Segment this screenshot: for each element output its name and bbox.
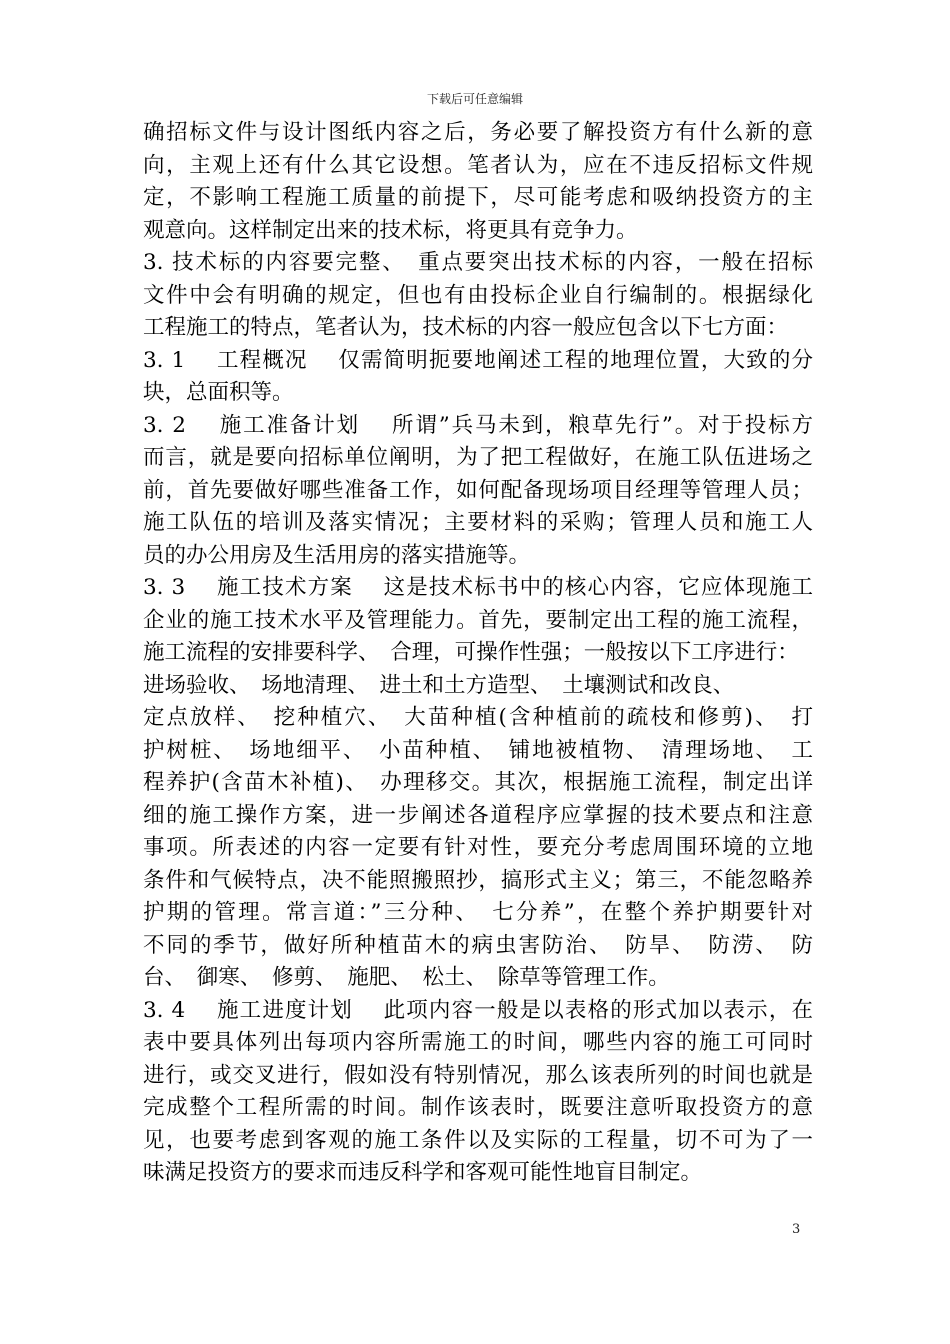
text-line: 进场验收、 场地清理、 进土和土方造型、 土壤测试和改良、	[143, 672, 735, 698]
text-line: 3. 2 施工准备计划 所谓”兵马未到，粮草先行”。对于投标方	[143, 412, 813, 438]
text-line: 台、 御寒、 修剪、 施肥、 松土、 除草等管理工作。	[143, 965, 670, 990]
text-line: 细的施工操作方案，进一步阐述各道程序应掌握的技术要点和注意	[143, 802, 813, 828]
text-line: 定点放样、 挖种植穴、 大苗种植(含种植前的疏枝和修剪)、 打	[143, 705, 813, 730]
text-line: 3. 4 施工进度计划 此项内容一般是以表格的形式加以表示，在	[143, 997, 813, 1023]
text-line: 观意向。这样制定出来的技术标，将更具有竞争力。	[143, 217, 638, 243]
text-line: 施工队伍的培训及落实情况；主要材料的采购；管理人员和施工人	[143, 510, 813, 535]
text-line: 企业的施工技术水平及管理能力。首先，要制定出工程的施工流程，	[143, 607, 813, 633]
text-line: 程养护(含苗木补植)、 办理移交。其次，根据施工流程，制定出详	[143, 770, 813, 795]
text-line: 完成整个工程所需的时间。制作该表时，既要注意听取投资方的意	[143, 1095, 813, 1120]
text-line: 块，总面积等。	[143, 380, 294, 405]
text-line: 护树桩、 场地细平、 小苗种植、 铺地被植物、 清理场地、 工	[143, 737, 813, 763]
document-body	[143, 117, 813, 1190]
text-line: 不同的季节，做好所种植苗木的病虫害防治、 防旱、 防涝、 防	[143, 932, 813, 958]
text-line: 进行，或交叉进行，假如没有特别情况，那么该表所列的时间也就是	[143, 1062, 813, 1088]
text-line: 施工流程的安排要科学、 合理，可操作性强；一般按以下工序进行：	[143, 640, 799, 665]
page-number: 3	[792, 1222, 801, 1237]
text-line: 而言，就是要向招标单位阐明，为了把工程做好，在施工队伍进场之	[143, 445, 813, 470]
text-line: 向，主观上还有什么其它设想。笔者认为，应在不违反招标文件规	[143, 152, 813, 178]
text-line: 护期的管理。常言道：”三分种、 七分养”，在整个养护期要针对	[143, 900, 813, 925]
text-line: 前，首先要做好哪些准备工作，如何配备现场项目经理等管理人员；	[143, 477, 813, 503]
text-line: 3. 技术标的内容要完整、 重点要突出技术标的内容，一般在招标	[143, 250, 813, 275]
text-line: 确招标文件与设计图纸内容之后，务必要了解投资方有什么新的意	[143, 120, 813, 145]
text-line: 文件中会有明确的规定，但也有由投标企业自行编制的。根据绿化	[143, 282, 813, 308]
text-line: 工程施工的特点，笔者认为，技术标的内容一般应包含以下七方面：	[143, 315, 789, 340]
text-line: 事项。所表述的内容一定要有针对性，要充分考虑周围环境的立地	[143, 835, 813, 860]
text-line: 3. 3 施工技术方案 这是技术标书中的核心内容，它应体现施工	[143, 575, 813, 600]
text-line: 员的办公用房及生活用房的落实措施等。	[143, 542, 531, 568]
text-line: 定，不影响工程施工质量的前提下，尽可能考虑和吸纳投资方的主	[143, 185, 813, 210]
text-line: 表中要具体列出每项内容所需施工的时间，哪些内容的施工可同时	[143, 1030, 813, 1055]
text-line: 条件和气候特点，决不能照搬照抄，搞形式主义；第三，不能忽略养	[143, 867, 813, 893]
page-header: 下载后可任意编辑	[426, 92, 523, 106]
text-line: 味满足投资方的要求而违反科学和客观可能性地盲目制定。	[143, 1160, 703, 1185]
text-line: 3. 1 工程概况 仅需简明扼要地阐述工程的地理位置，大致的分	[143, 347, 813, 373]
text-line: 见，也要考虑到客观的施工条件以及实际的工程量，切不可为了一	[143, 1127, 813, 1153]
